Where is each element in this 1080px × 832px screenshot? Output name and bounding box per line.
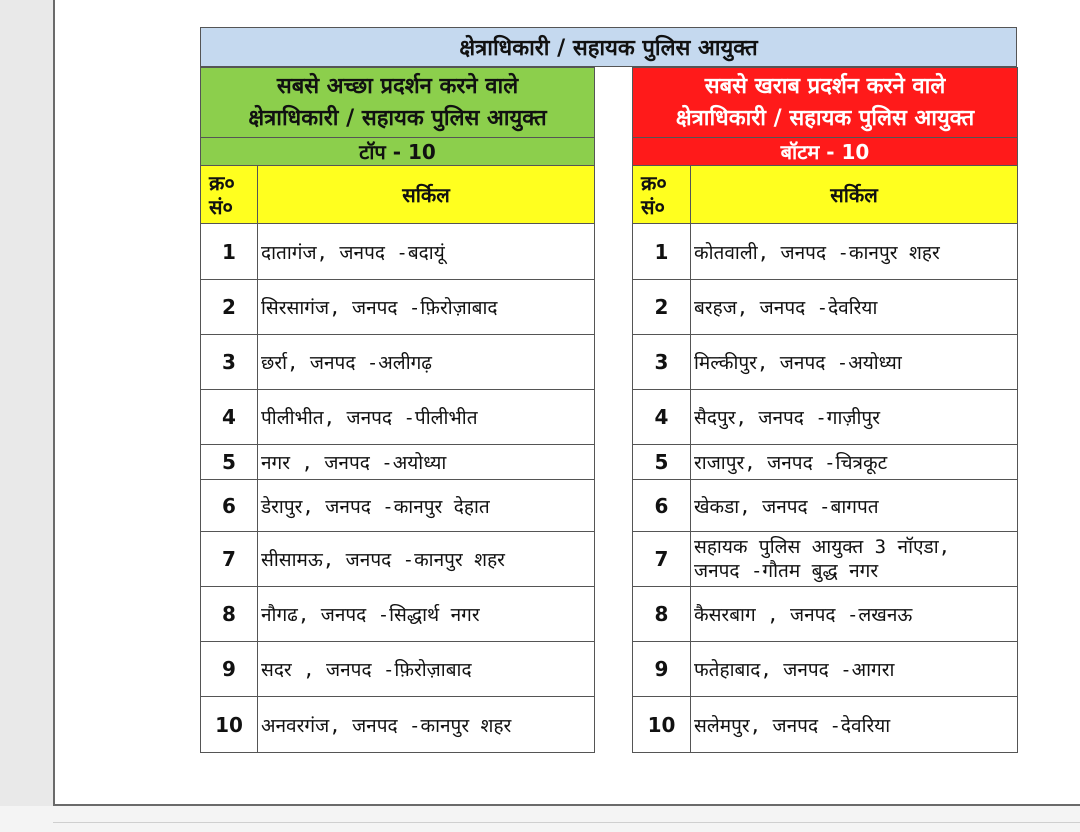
table-row [633,480,1018,532]
row-circle-name: सैदपुर, जनपद -गाज़ीपुर [691,390,1018,445]
table-row [633,642,1018,697]
table-row [201,335,595,390]
row-serial-number: 1 [633,224,691,280]
table-row [201,280,595,335]
row-serial-number: 10 [633,697,691,753]
row-circle-name: दातागंज, जनपद -बदायूं [258,224,595,280]
bottom-heading-line1: सबसे खराब प्रदर्शन करने वाले [704,73,946,99]
bottom-heading-line2: क्षेत्राधिकारी / सहायक पुलिस आयुक्त [675,105,975,131]
row-circle-name: सलेमपुर, जनपद -देवरिया [691,697,1018,753]
top-table-heading [201,68,595,138]
bottom-bar [0,806,1080,832]
row-serial-number: 2 [201,280,258,335]
row-circle-name: पीलीभीत, जनपद -पीलीभीत [258,390,595,445]
row-serial-number: 5 [633,445,691,480]
table-row [633,697,1018,753]
table-row [201,587,595,642]
row-serial-number: 8 [201,587,258,642]
row-circle-name: कैसरबाग , जनपद -लखनऊ [691,587,1018,642]
circle-name-line: जनपद -गौतम बुद्ध नगर [694,560,879,582]
row-circle-name: अनवरगंज, जनपद -कानपुर शहर [258,697,595,753]
table-row [633,280,1018,335]
table-row [201,445,595,480]
divider [53,822,1080,823]
table-row [201,642,595,697]
table-row [633,587,1018,642]
col-header-serial [633,166,691,224]
row-circle-name [691,532,1018,587]
row-serial-number: 9 [633,642,691,697]
col-serial-line2: सं० [641,194,665,219]
row-serial-number: 9 [201,642,258,697]
row-circle-name: राजापुर, जनपद -चित्रकूट [691,445,1018,480]
table-row [633,390,1018,445]
row-circle-name: नगर , जनपद -अयोध्या [258,445,595,480]
top-heading-line1: सबसे अच्छा प्रदर्शन करने वाले [276,73,519,99]
circle-name-line: सहायक पुलिस आयुक्त 3 नॉएडा, [694,536,951,558]
row-circle-name: खेकडा, जनपद -बागपत [691,480,1018,532]
row-serial-number: 7 [633,532,691,587]
row-serial-number: 6 [633,480,691,532]
col-header-circle: सर्किल [691,166,1018,224]
top-table-subheading: टॉप - 10 [201,138,595,166]
top-10-table [200,67,595,753]
row-circle-name: डेरापुर, जनपद -कानपुर देहात [258,480,595,532]
row-circle-name: मिल्कीपुर, जनपद -अयोध्या [691,335,1018,390]
col-serial-line1: क्र० [209,170,235,195]
row-circle-name: बरहज, जनपद -देवरिया [691,280,1018,335]
row-serial-number: 8 [633,587,691,642]
row-serial-number: 6 [201,480,258,532]
row-serial-number: 5 [201,445,258,480]
row-serial-number: 4 [633,390,691,445]
table-row [201,532,595,587]
row-circle-name: फतेहाबाद, जनपद -आगरा [691,642,1018,697]
bottom-table-subheading: बॉटम - 10 [633,138,1018,166]
row-circle-name: सीसामऊ, जनपद -कानपुर शहर [258,532,595,587]
row-serial-number: 4 [201,390,258,445]
table-row [633,445,1018,480]
row-circle-name: सदर , जनपद -फ़िरोज़ाबाद [258,642,595,697]
bottom-table-heading [633,68,1018,138]
table-row [201,480,595,532]
row-serial-number: 1 [201,224,258,280]
col-header-circle: सर्किल [258,166,595,224]
top-heading-line2: क्षेत्राधिकारी / सहायक पुलिस आयुक्त [248,105,547,131]
row-serial-number: 10 [201,697,258,753]
row-serial-number: 3 [201,335,258,390]
col-serial-line2: सं० [209,194,233,219]
table-row [201,390,595,445]
row-circle-name: छर्रा, जनपद -अलीगढ़ [258,335,595,390]
page-title: क्षेत्राधिकारी / सहायक पुलिस आयुक्त [200,27,1017,67]
table-row [633,224,1018,280]
row-circle-name: नौगढ, जनपद -सिद्धार्थ नगर [258,587,595,642]
col-serial-line1: क्र० [641,170,667,195]
row-circle-name: सिरसागंज, जनपद -फ़िरोज़ाबाद [258,280,595,335]
bottom-10-table [632,67,1018,753]
table-row [201,697,595,753]
row-serial-number: 2 [633,280,691,335]
row-circle-name: कोतवाली, जनपद -कानपुर शहर [691,224,1018,280]
table-row [633,335,1018,390]
row-serial-number: 7 [201,532,258,587]
row-serial-number: 3 [633,335,691,390]
col-header-serial [201,166,258,224]
table-row [201,224,595,280]
table-row [633,532,1018,587]
